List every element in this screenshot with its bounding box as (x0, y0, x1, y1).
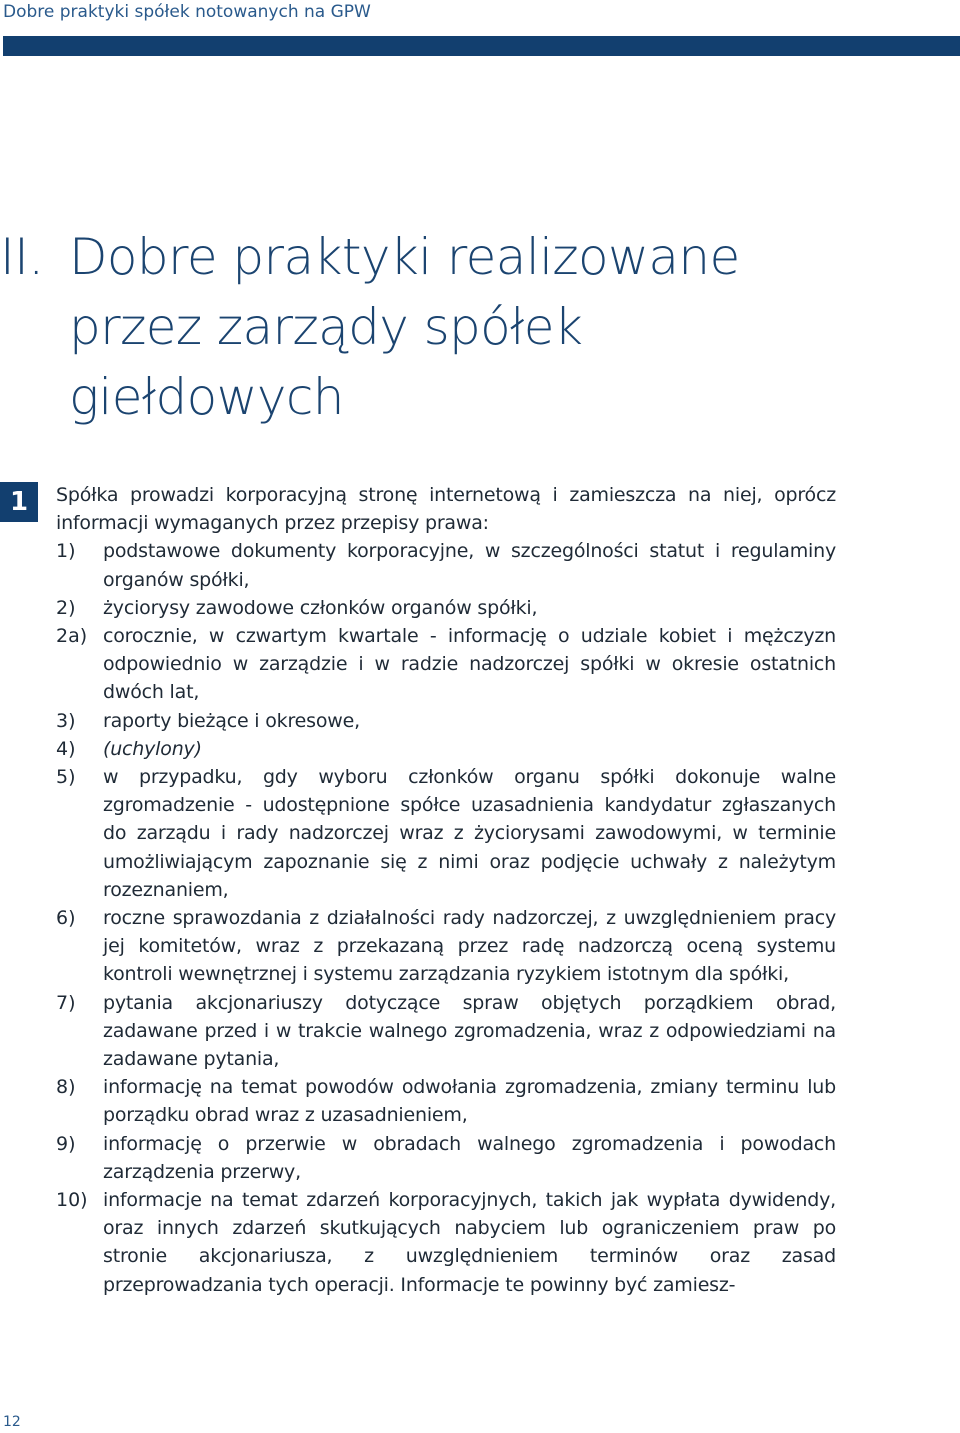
list-item (56, 594, 836, 622)
chapter-title-text: Dobre praktyki realizowane (69, 228, 740, 286)
header-bar (3, 36, 960, 56)
list-item-text: podstawowe dokumenty korporacyjne, w szczególności statut i regulaminy organów spółki, (103, 540, 836, 591)
list-item (56, 1073, 836, 1129)
page-number: 12 (3, 1414, 21, 1430)
list-item (56, 989, 836, 1074)
chapter-title-line-1 (0, 222, 960, 292)
list-item-number: 7) (56, 991, 76, 1014)
list-item-number: 4) (56, 737, 76, 760)
list-item (56, 1186, 836, 1299)
section-body (56, 481, 836, 1299)
chapter-number: II. (0, 228, 44, 286)
list-item-number: 2a) (56, 625, 88, 648)
list-item-number: 1) (56, 540, 76, 563)
list-item-text: informacje na temat zdarzeń korporacyjnych, takich jak wypłata dywidendy, oraz innych zdarzeń skutkujących nabyciem lub ograniczeniem praw po stronie akcjonariusza, z uwzględnieniem terminów oraz zasad przeprowadzania tych operacji. Informacje te powinny być zamiesz- (103, 1189, 836, 1296)
list-item-number: 9) (56, 1132, 76, 1155)
list-item (56, 904, 836, 989)
section-number-badge: 1 (0, 482, 38, 522)
list-item (56, 707, 836, 735)
list-item-text: życiorysy zawodowe członków organów spółki, (103, 596, 538, 619)
list-item-text: roczne sprawozdania z działalności rady nadzorczej, z uwzględnieniem pracy jej komitetów, wraz z przekazaną przez radę nadzorczą oceną systemu kontroli wewnętrznej i systemu zarządzania ryzykiem istotnym dla spółki, (103, 907, 836, 986)
list-item-text: informację o przerwie w obradach walnego zgromadzenia i powodach zarządzenia przerwy, (103, 1132, 836, 1183)
list-item-number: 6) (56, 907, 76, 930)
section-items-list (56, 537, 836, 1298)
chapter-title-line-3: giełdowych (69, 368, 344, 426)
list-item-text: w przypadku, gdy wyboru członków organu spółki dokonuje walne zgromadzenie - udostępnione spółce uzasadnienia kandydatur zgłaszanych do zarządu i rady nadzorczej wraz z życiorysami zawodowymi, w terminie umożliwiającym zapoznanie się z nimi oraz podjęcie uchwały z należytym rozeznaniem, (103, 766, 836, 901)
list-item (56, 622, 836, 707)
list-item (56, 1130, 836, 1186)
list-item-number: 3) (56, 709, 76, 732)
list-item (56, 735, 836, 763)
list-item-text: informację na temat powodów odwołania zgromadzenia, zmiany terminu lub porządku obrad wraz z uzasadnieniem, (103, 1076, 836, 1127)
list-item (56, 537, 836, 593)
list-item-number: 10) (56, 1189, 88, 1212)
list-item-text: pytania akcjonariuszy dotyczące spraw objętych porządkiem obrad, zadawane przed i w trakcie walnego zgromadzenia, wraz z odpowiedziami na zadawane pytania, (103, 991, 836, 1071)
list-item-text: (uchylony) (103, 737, 202, 760)
section-intro: Spółka prowadzi korporacyjną stronę internetową i zamieszcza na niej, oprócz informacji wymaganych przez przepisy prawa: (56, 484, 836, 535)
list-item (56, 763, 836, 904)
chapter-title (0, 222, 960, 432)
list-item-number: 2) (56, 596, 76, 619)
chapter-title-line-2: przez zarządy spółek (69, 298, 583, 356)
running-header: Dobre praktyki spółek notowanych na GPW (3, 2, 371, 22)
list-item-number: 5) (56, 766, 76, 789)
list-item-text: raporty bieżące i okresowe, (103, 709, 360, 732)
list-item-text: corocznie, w czwartym kwartale - informację o udziale kobiet i mężczyzn odpowiednio w zarządzie i w radzie nadzorczej spółki w okresie ostatnich dwóch lat, (103, 625, 836, 704)
list-item-number: 8) (56, 1076, 76, 1099)
